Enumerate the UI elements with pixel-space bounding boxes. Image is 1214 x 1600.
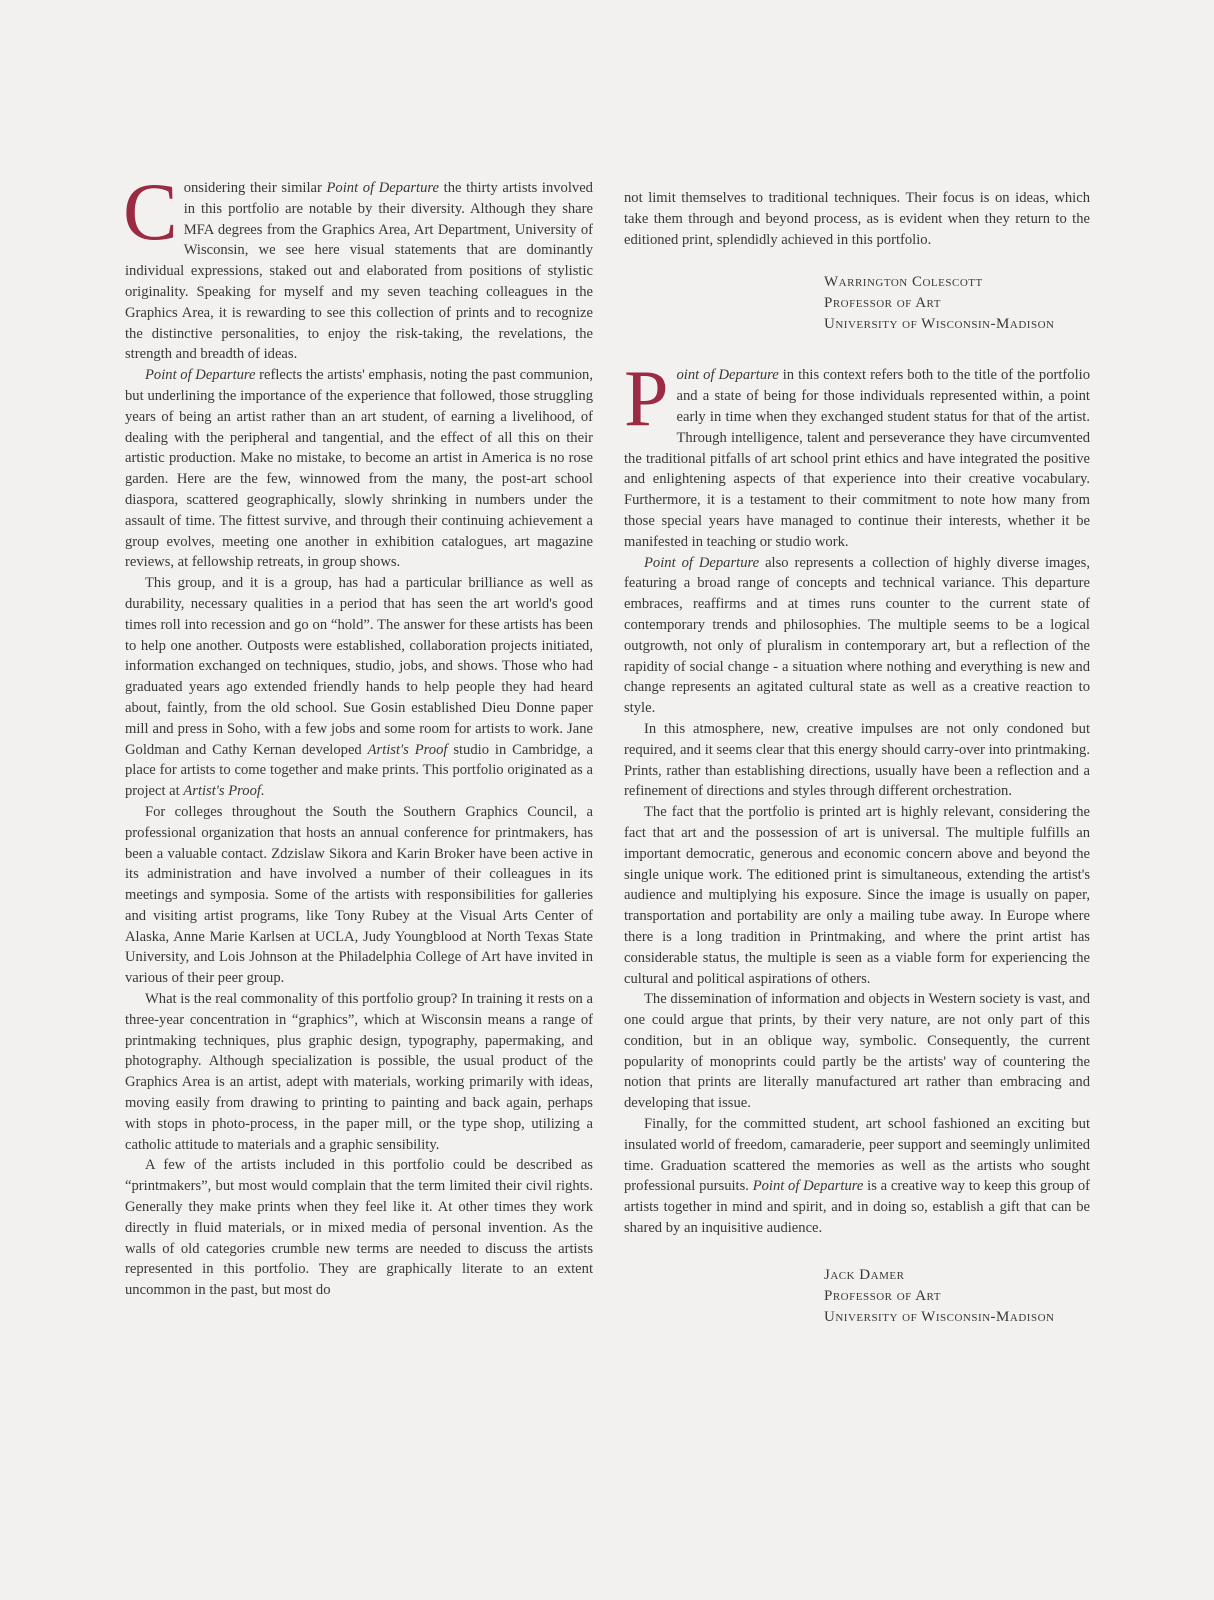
right-column [624, 188, 1090, 1328]
essay1-paragraph-6-continued: not limit themselves to traditional techniques. Their focus is on ideas, which take them through and beyond process, as is evident when they return to the editioned print, splendidly achieved in this portfolio. [624, 190, 1090, 248]
essay1-paragraph-5: What is the real commonality of this portfolio group? In training it rests on a three-year concentration in “graphics”, which at Wisconsin means a range of printmaking techniques, plus graphic design, typography, papermaking, and photography. Although specialization is possible, the usual product of the Graphics Area is an artist, adept with materials, working primarily with ideas, moving easily from drawing to printing to painting and back again, perhaps with stops in photo-process, in the paper mill, or the type shop, utilizing a catholic attitude to materials and a graphic sensibility. [125, 991, 593, 1153]
signature-name: Jack Damer [824, 1266, 905, 1283]
dropcap-c: C [123, 166, 178, 257]
essay1-paragraph-4: For colleges throughout the South the Southern Graphics Council, a professional organization that hosts an annual conference for printmakers, has been a valuable contact. Zdzislaw Sikora and Karin Broker have been active in its administration and have involved a number of their colleagues in its meetings and symposia. Some of the artists with responsibilities for galleries and visiting artist programs, like Tony Rubey at the Visual Arts Center of Alaska, Anne Marie Karlsen at UCLA, Judy Youngblood at North Texas State University, and Lois Johnson at the Philadelphia College of Art have invited in various of their peer group. [125, 803, 593, 987]
signature-name: Warrington Colescott [824, 274, 983, 291]
essay1-paragraph-3: This group, and it is a group, has had a particular brilliance as well as durability, necessary qualities in a period that has seen the art world's good times roll into recession and go on “hold”. The answer for these artists has been to help one another. Outposts were established, collaboration projects initiated, information exchanged on techniques, studio, jobs, and shows. Those who had graduated years ago extended friendly hands to help people they had heard about, faintly, from the old school. Sue Gosin established Dieu Donne paper mill and press in Soho, with a few jobs and some room for artists to work. Jane Goldman and Cathy Kernan developed Artist's Proof studio in Cambridge, a place for artists to come together and make prints. This portfolio originated as a project at Artist's Proof. [125, 575, 593, 800]
essay1-paragraph-6: A few of the artists included in this portfolio could be described as “printmakers”, but most would complain that the term limited their civil rights. Generally they make prints when they feel like it. At other times they work directly in fluid materials, or in mixed media of personal invention. As the walls of old categories crumble new terms are needed to discuss the artists represented in this portfolio. They are graphically literate to an extent uncommon in the past, but most do [125, 1157, 593, 1299]
essay1-paragraph-2: Point of Departure reflects the artists' emphasis, noting the past communion, but underlining the importance of the experience that followed, those struggling years of being an artist rather than an art student, of earning a livelihood, of dealing with the peripheral and tangential, and the effect of all this on their artistic production. Make no mistake, to become an artist in America is no rose garden. Here are the few, winnowed from the many, the post-art school diaspora, scattered geographically, slowly shrinking in numbers under the assault of time. The fittest survive, and through their continuing achievement a group evolves, meeting one another in exhibition catalogues, art magazine reviews, at fellowship retreats, in group shows. [125, 367, 593, 571]
signature-title: Professor of Art [824, 1287, 941, 1304]
signature-institution: University of Wisconsin-Madison [824, 316, 1055, 333]
essay2-paragraph-4: The fact that the portfolio is printed art is highly relevant, considering the fact that art and the possession of art is universal. The multiple fulfills an important democratic, generous and economic concern above and beyond the single unique work. The editioned print is simultaneous, extending the artist's audience and multiplying his exposure. Since the image is usually on paper, transportation and portability are only a mailing tube away. In Europe where there is a long tradition in Printmaking, and where the print artist has considerable status, the multiple is seen as a viable form for experiencing the cultural and political aspirations of others. [624, 804, 1090, 987]
signature-damer [624, 1265, 1090, 1328]
left-column [123, 166, 593, 1301]
essay2-paragraph-1: Point of Departure in this context refers both to the title of the portfolio and a state of being for those individuals represented within, a point early in time when they exchanged student status for that of the artist. Through intelligence, talent and perseverance they have circumvented the traditional pitfalls of art school print ethics and have integrated the positive and enlightening aspects of that experience into their creative vocabulary. Furthermore, it is a testament to their commitment to note how many from those special years have managed to continue their interests, whether it be manifested in teaching or studio work. [624, 355, 1090, 550]
signature-title: Professor of Art [824, 295, 941, 312]
essay2-paragraph-5: The dissemination of information and objects in Western society is vast, and one could argue that prints, by their very nature, are not only part of this condition, but in an oblique way, symbolic. Consequently, the current popularity of monoprints could partly be the artists' way of countering the notion that prints are literally manufactured art rather than embracing and developing that issue. [624, 991, 1090, 1112]
essay2-paragraph-6: Finally, for the committed student, art school fashioned an exciting but insulated world of freedom, camaraderie, peer support and seemingly unlimited time. Graduation scattered the memories as well as the artists who sought professional pursuits. Point of Departure is a creative way to keep this group of artists together in mind and spirit, and in doing so, establish a gift that can be shared by an inquisitive audience. [624, 1116, 1090, 1237]
essay1-paragraph-1: Considering their similar Point of Departure the thirty artists involved in this portfolio are notable by their diversity. Although they share MFA degrees from the Graphics Area, Art Department, University of Wisconsin, we see here visual statements that are dominantly individual expressions, staked out and elaborated from positions of stylistic originality. Speaking for myself and my seven teaching colleagues in the Graphics Area, it is rewarding to see this collection of prints and to recognize the distinctive personalities, to enjoy the risk-taking, the revelations, the strength and breadth of ideas. [123, 166, 593, 363]
dropcap-p: P [624, 355, 669, 444]
signature-institution: University of Wisconsin-Madison [824, 1308, 1055, 1325]
signature-colescott [624, 272, 1090, 335]
essay2-paragraph-3: In this atmosphere, new, creative impulses are not only condoned but required, and it seems clear that this energy should carry-over into printmaking. Prints, rather than establishing directions, usually have been a reflection and a refinement of directions and styles through different orchestration. [624, 720, 1090, 800]
essay2-paragraph-2: Point of Departure also represents a collection of highly diverse images, featuring a broad range of concepts and technical variance. This departure embraces, reaffirms and at times runs counter to the current state of contemporary trends and philosophies. The multiple seems to be a logical outgrowth, not only of pluralism in contemporary art, but a reflection of the rapidity of social change - a situation where nothing and everything is new and change represents an agitated cultural state as well as a creative reaction to style. [624, 554, 1090, 717]
